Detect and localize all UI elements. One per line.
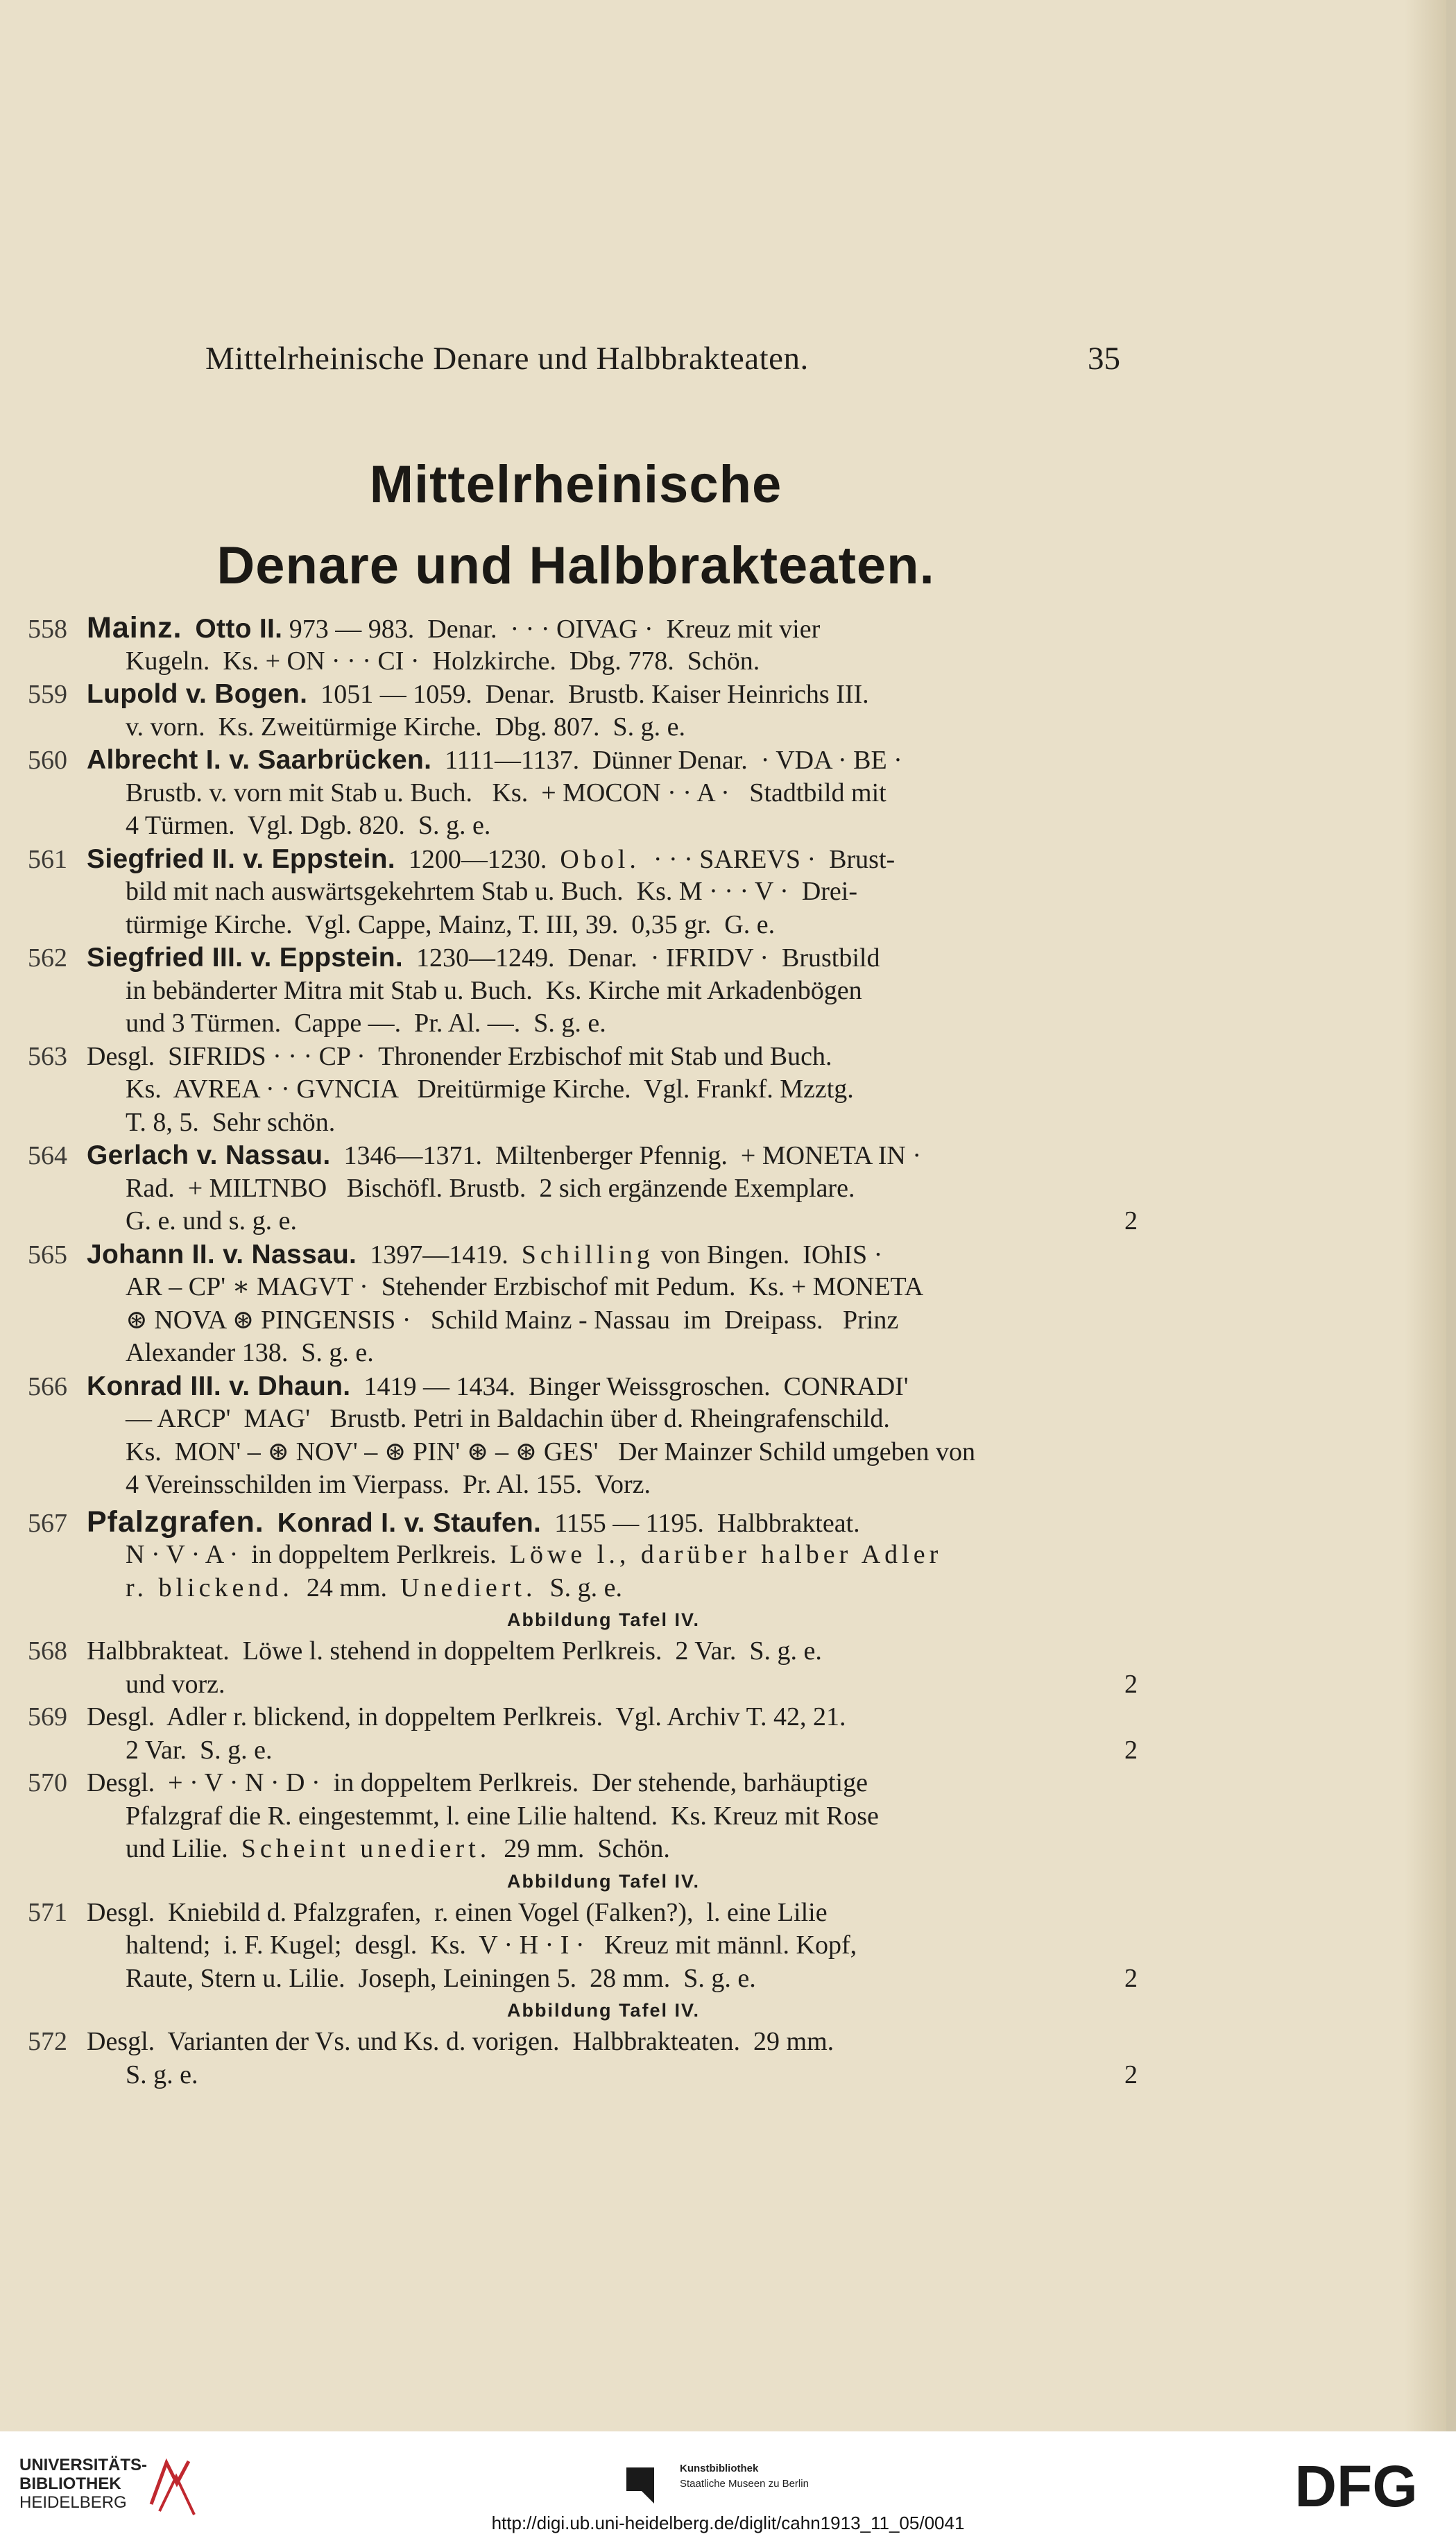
entry-text: 29 mm. Schön. [490, 1834, 670, 1863]
dfg-logo[interactable] [1276, 2452, 1436, 2522]
kb-logo-line-1: Kunstbibliothek [680, 2463, 759, 2474]
entry-text: Desgl. Kniebild d. Pfalzgrafen, r. einen Vogel (Falken?), l. eine Lilie [87, 1897, 828, 1927]
catalog-entry-560 [28, 744, 1138, 843]
catalog-entry-559 [28, 678, 1138, 744]
entry-text: 24 mm. [293, 1573, 401, 1602]
entry-text: 1051 — 1059. Denar. Brustb. Kaiser Heinrichs III. [307, 680, 869, 709]
entry-text: N · V · A · in doppeltem Perlkreis. [126, 1540, 510, 1569]
title-line-1: Mittelrheinische [369, 455, 782, 514]
entry-text: ⊛ NOVA ⊛ PINGENSIS · Schild Mainz - Nassau im Dreipass. Prinz [126, 1305, 899, 1335]
catalog-entries [28, 612, 1138, 2091]
running-title: Mittelrheinische Denare und Halbbrakteaten. [205, 341, 809, 377]
entry-spaced-text: Löwe l., darüber halber Adler [509, 1540, 943, 1569]
entry-text: Desgl. Varianten der Vs. und Ks. d. vorigen. Halbbrakteaten. 29 mm. [87, 2027, 834, 2056]
entry-text: Rad. + MILTNBO Bischöfl. Brustb. 2 sich ergänzende Exemplare. [126, 1173, 855, 1203]
entry-number: 558 [28, 615, 67, 644]
entry-spaced-text: Scheint unediert. [241, 1834, 491, 1863]
entry-text: Halbbrakteat. Löwe l. stehend in doppeltem Perlkreis. 2 Var. S. g. e. [87, 1636, 822, 1666]
entry-number: 560 [28, 746, 67, 775]
entry-number: 567 [28, 1508, 67, 1538]
entry-text: haltend; i. F. Kugel; desgl. Ks. V · H · I · Kreuz mit männl. Kopf, [126, 1931, 857, 1960]
entry-text: 1200—1230. [395, 844, 560, 874]
piece-count: 2 [1124, 1735, 1138, 1765]
entry-text: 4 Türmen. Vgl. Dgb. 820. S. g. e. [126, 811, 491, 840]
entry-number: 562 [28, 943, 67, 973]
entry-heading: Siegfried II. v. Eppstein. [87, 844, 395, 874]
catalog-entry-563 [28, 1041, 1138, 1140]
entry-text: T. 8, 5. Sehr schön. [126, 1107, 336, 1137]
entry-text: Ks. MON' – ⊛ NOV' – ⊛ PIN' ⊛ – ⊛ GES' Der Mainzer Schild umgeben von [126, 1437, 975, 1466]
entry-text: — ARCP' MAG' Brustb. Petri in Baldachin über d. Rheingrafenschild. [126, 1404, 890, 1433]
entry-number: 564 [28, 1141, 67, 1170]
entry-number: 563 [28, 1041, 67, 1071]
catalog-entry-568 [28, 1635, 1138, 1701]
entry-number: 569 [28, 1702, 67, 1731]
entry-text: und vorz. [126, 1669, 225, 1699]
entry-text: 1419 — 1434. Binger Weissgroschen. CONRADI' [350, 1371, 909, 1401]
catalog-entry-571 [28, 1897, 1138, 2026]
kunstbibliothek-icon [621, 2459, 669, 2508]
entry-heading: Pfalzgrafen. [87, 1505, 264, 1539]
entry-text: türmige Kirche. Vgl. Cappe, Mainz, T. III, 39. 0,35 gr. G. e. [126, 909, 776, 939]
ub-heidelberg-logo[interactable] [19, 2456, 147, 2512]
entry-text: Pfalzgraf die R. eingestemmt, l. eine Lilie haltend. Ks. Kreuz mit Rose [126, 1801, 879, 1831]
entry-spaced-text: Schilling [521, 1240, 654, 1269]
entry-text: 1346—1371. Miltenberger Pfennig. + MONETA IN · [330, 1141, 922, 1170]
entry-number: 561 [28, 844, 67, 874]
ub-logo-line-2: BIBLIOTHEK [19, 2474, 121, 2493]
catalog-entry-562 [28, 941, 1138, 1041]
plate-reference: Abbildung Tafel IV. [506, 1609, 700, 1630]
catalog-entry-572 [28, 2026, 1138, 2091]
source-url-link[interactable]: http://digi.ub.uni-heidelberg.de/diglit/cahn1913_11_05/0041 [491, 2513, 965, 2533]
kb-logo-line-2: Staatliche Museen zu Berlin [680, 2478, 809, 2490]
entry-text: 1230—1249. Denar. · IFRIDV · Brustbild [402, 943, 880, 973]
entry-text: 973 — 983. Denar. · · · OIVAG · Kreuz mit vier [282, 615, 821, 644]
entry-text: Ks. AVREA · · GVNCIA Dreitürmige Kirche. Vgl. Frankf. Mzztg. [126, 1075, 854, 1104]
entry-text: und Lilie. [126, 1834, 241, 1863]
catalog-entry-570 [28, 1767, 1138, 1897]
piece-count: 2 [1124, 1206, 1138, 1235]
entry-subheading: Otto II. [195, 614, 283, 644]
page-number: 35 [1088, 341, 1120, 377]
entry-text: 1111—1137. Dünner Denar. · VDA · BE · [431, 746, 902, 775]
entry-text: Desgl. SIFRIDS · · · CP · Thronender Erzbischof mit Stab und Buch. [87, 1041, 832, 1071]
dfg-logo-text: DFG [1294, 2454, 1418, 2519]
plate-reference: Abbildung Tafel IV. [506, 2000, 700, 2021]
entry-heading: Konrad III. v. Dhaun. [87, 1371, 351, 1401]
entry-number: 565 [28, 1240, 67, 1269]
piece-count: 2 [1124, 1669, 1138, 1699]
entry-heading: Johann II. v. Nassau. [87, 1239, 357, 1269]
entry-text: von Bingen. IOhIS · [653, 1240, 883, 1269]
entry-number: 559 [28, 680, 67, 709]
entry-text: 1397—1419. [357, 1240, 522, 1269]
entry-text: · · · SAREVS · Brust- [640, 844, 896, 874]
entry-heading: Gerlach v. Nassau. [87, 1140, 331, 1170]
entry-text: S. g. e. [126, 2060, 198, 2089]
catalog-entry-561 [28, 843, 1138, 942]
page-title [0, 444, 1151, 606]
entry-number: 570 [28, 1768, 67, 1797]
catalog-entry-558 [28, 612, 1138, 678]
entry-number: 568 [28, 1636, 67, 1666]
plate-reference: Abbildung Tafel IV. [506, 1870, 700, 1892]
kunstbibliothek-logo[interactable] [680, 2461, 809, 2492]
catalog-entry-565 [28, 1238, 1138, 1370]
entry-spaced-text: Obol. [560, 844, 640, 874]
entry-text: Kugeln. Ks. + ON · · · CI · Holzkirche. Dbg. 778. Schön. [126, 646, 760, 676]
entry-text: S. g. e. [536, 1573, 622, 1602]
catalog-entry-569 [28, 1701, 1138, 1767]
catalog-entry-567 [28, 1506, 1138, 1636]
entry-text: G. e. und s. g. e. [126, 1206, 297, 1235]
running-header [0, 340, 1446, 382]
entry-heading: Lupold v. Bogen. [87, 679, 308, 709]
entry-text: bild mit nach auswärtsgekehrtem Stab u. Buch. Ks. M · · · V · Drei- [126, 877, 858, 906]
entry-text: Desgl. + · V · N · D · in doppeltem Perlkreis. Der stehende, barhäuptige [87, 1768, 868, 1797]
ub-logo-line-3: HEIDELBERG [19, 2493, 127, 2512]
title-line-2: Denare und Halbbrakteaten. [216, 536, 935, 595]
ub-heidelberg-mark-icon [146, 2456, 201, 2518]
entry-text: Desgl. Adler r. blickend, in doppeltem Perlkreis. Vgl. Archiv T. 42, 21. [87, 1702, 846, 1731]
page-edge [1446, 0, 1456, 2431]
entry-text: und 3 Türmen. Cappe —. Pr. Al. —. S. g. e. [126, 1009, 606, 1038]
entry-spaced-text: Unediert. [400, 1573, 537, 1602]
entry-text: Brustb. v. vorn mit Stab u. Buch. Ks. + MOCON · · A · Stadtbild mit [126, 778, 887, 807]
entry-number: 572 [28, 2027, 67, 2056]
entry-heading: Albrecht I. v. Saarbrücken. [87, 745, 432, 775]
entry-text: in bebänderter Mitra mit Stab u. Buch. Ks. Kirche mit Arkadenbögen [126, 975, 862, 1005]
entry-heading: Siegfried III. v. Eppstein. [87, 943, 403, 973]
entry-text: 1155 — 1195. Halbbrakteat. [541, 1508, 860, 1538]
entry-text: 4 Vereinsschilden im Vierpass. Pr. Al. 155. Vorz. [126, 1470, 651, 1499]
entry-heading: Mainz. [87, 611, 182, 644]
entry-number: 571 [28, 1897, 67, 1927]
ub-logo-line-1: UNIVERSITÄTS- [19, 2456, 148, 2474]
entry-text: v. vorn. Ks. Zweitürmige Kirche. Dbg. 807. S. g. e. [126, 712, 686, 742]
entry-spaced-text: r. blickend. [126, 1573, 293, 1602]
entry-text: AR – CP' ∗ MAGVT · Stehender Erzbischof mit Pedum. Ks. + MONETA [126, 1272, 924, 1301]
catalog-entry-566 [28, 1370, 1138, 1502]
entry-text: Raute, Stern u. Lilie. Joseph, Leiningen 5. 28 mm. S. g. e. [126, 1963, 756, 1993]
entry-text: 2 Var. S. g. e. [126, 1735, 273, 1765]
entry-number: 566 [28, 1371, 67, 1401]
entry-subheading: Konrad I. v. Staufen. [277, 1507, 542, 1538]
piece-count: 2 [1124, 1963, 1138, 1993]
piece-count: 2 [1124, 2060, 1138, 2089]
catalog-entry-564 [28, 1139, 1138, 1238]
entry-text: Alexander 138. S. g. e. [126, 1338, 374, 1367]
